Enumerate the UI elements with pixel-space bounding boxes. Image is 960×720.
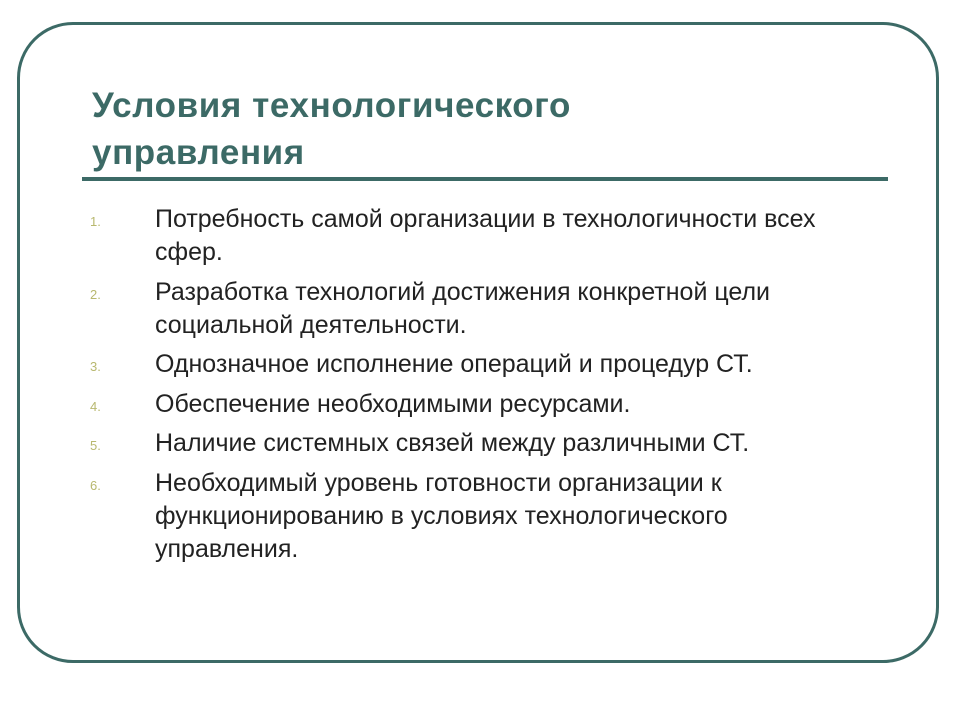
list-item: [90, 203, 870, 269]
list-item-text: Однозначное исполнение операций и процедур СТ.: [155, 350, 753, 378]
list-item-text: Необходимый уровень готовности организации к функционированию в условиях технологического управления.: [155, 468, 728, 563]
list-item-number: 5.: [90, 438, 101, 453]
title-underline: [82, 177, 888, 181]
list-item-text: Разработка технологий достижения конкретной цели социальной деятельности.: [155, 277, 771, 339]
list-item: [90, 348, 870, 381]
list-item: [90, 427, 870, 460]
list-item-text: Наличие системных связей между различными СТ.: [155, 429, 750, 457]
slide-title-line-1: Условия технологического: [92, 86, 571, 125]
conditions-list: [90, 203, 870, 572]
list-item-number: 4.: [90, 398, 101, 414]
list-item-text: Потребность самой организации в технологичности всех сфер.: [155, 205, 816, 266]
list-item-text: Обеспечение необходимыми ресурсами.: [155, 389, 631, 418]
slide-title: [92, 82, 872, 176]
list-item: [90, 276, 870, 342]
list-item-number: 6.: [90, 477, 101, 493]
list-item: [90, 467, 870, 566]
list-item-number: 1.: [90, 214, 101, 229]
list-item-number: 3.: [90, 359, 101, 374]
list-item-number: 2.: [90, 286, 101, 302]
list-item: [90, 388, 870, 421]
slide-title-line-2: управления: [92, 133, 305, 172]
